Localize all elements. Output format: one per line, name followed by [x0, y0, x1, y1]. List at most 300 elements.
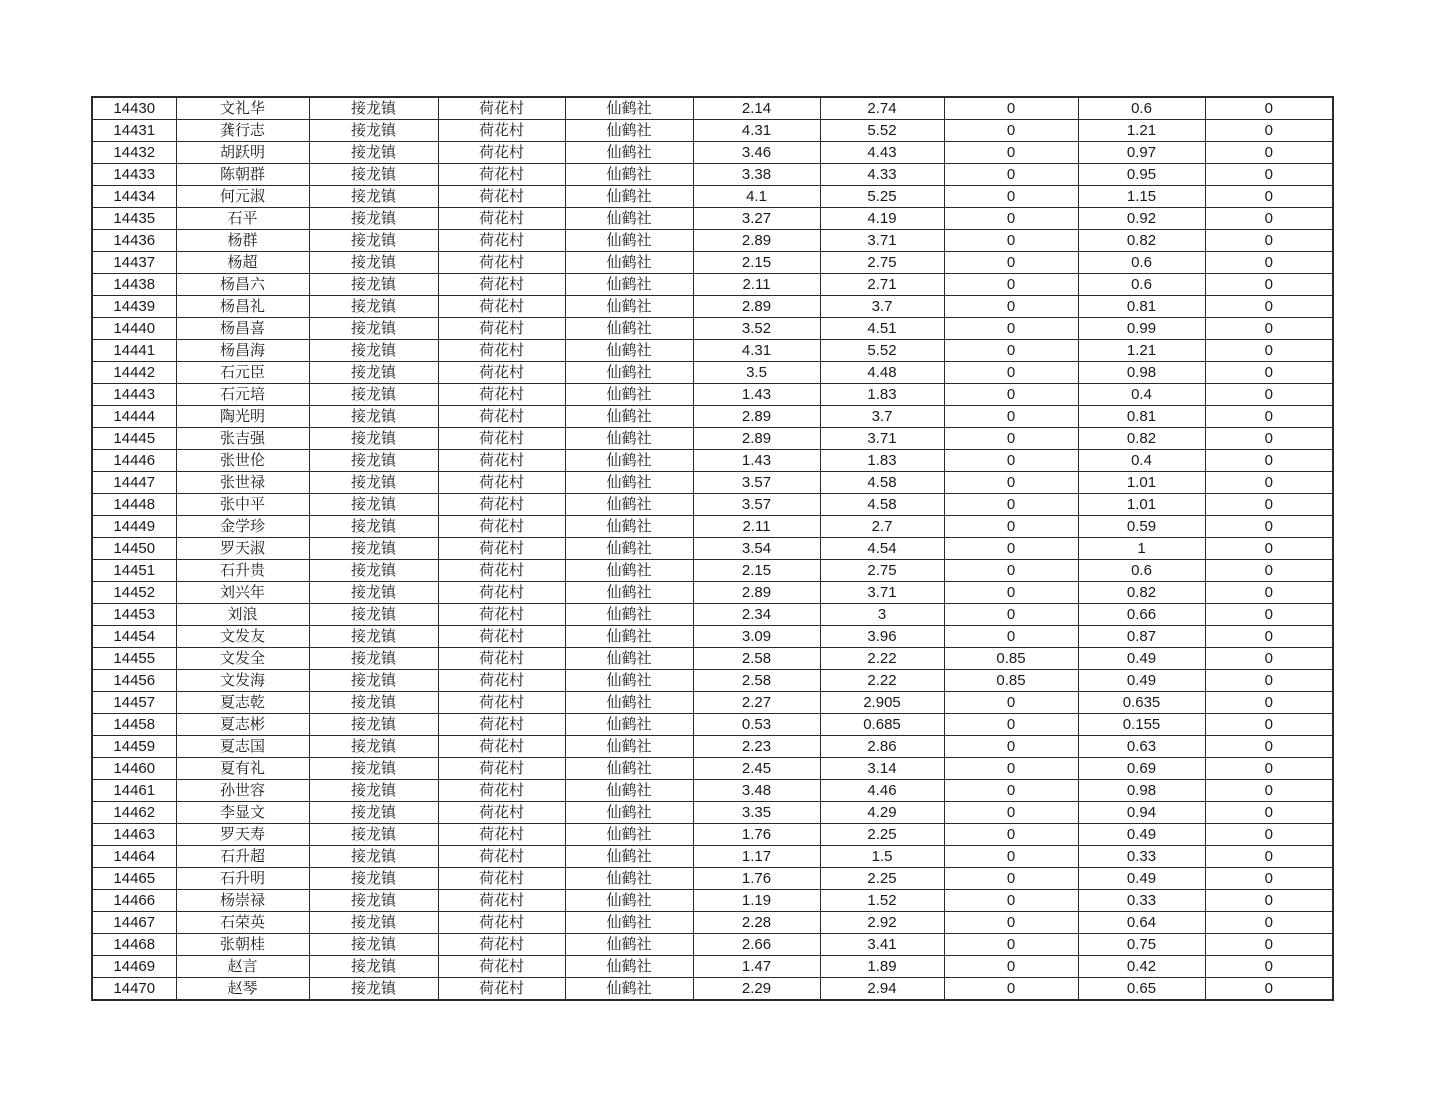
village-cell: 荷花村	[438, 868, 565, 890]
table-row	[92, 428, 1333, 450]
value-cell-3: 0	[944, 736, 1078, 758]
name-cell: 孙世容	[176, 780, 309, 802]
value-cell-5: 0	[1205, 406, 1333, 428]
town-cell: 接龙镇	[309, 714, 438, 736]
table-row	[92, 956, 1333, 978]
value-cell-2: 3.41	[820, 934, 944, 956]
row-id-cell: 14467	[92, 912, 176, 934]
value-cell-5: 0	[1205, 120, 1333, 142]
village-cell: 荷花村	[438, 120, 565, 142]
village-cell: 荷花村	[438, 252, 565, 274]
row-id-cell: 14434	[92, 186, 176, 208]
value-cell-5: 0	[1205, 97, 1333, 120]
value-cell-2: 3.71	[820, 428, 944, 450]
village-cell: 荷花村	[438, 670, 565, 692]
value-cell-5: 0	[1205, 252, 1333, 274]
value-cell-4: 0.97	[1078, 142, 1205, 164]
value-cell-5: 0	[1205, 802, 1333, 824]
value-cell-4: 0.33	[1078, 890, 1205, 912]
value-cell-1: 3.54	[693, 538, 820, 560]
value-cell-1: 1.43	[693, 450, 820, 472]
row-id-cell: 14460	[92, 758, 176, 780]
value-cell-5: 0	[1205, 428, 1333, 450]
value-cell-4: 0.64	[1078, 912, 1205, 934]
value-cell-4: 0.6	[1078, 97, 1205, 120]
town-cell: 接龙镇	[309, 780, 438, 802]
value-cell-3: 0	[944, 626, 1078, 648]
value-cell-2: 4.43	[820, 142, 944, 164]
town-cell: 接龙镇	[309, 340, 438, 362]
table-row	[92, 582, 1333, 604]
village-cell: 荷花村	[438, 450, 565, 472]
society-cell: 仙鹤社	[565, 362, 693, 384]
name-cell: 张朝桂	[176, 934, 309, 956]
table-row	[92, 868, 1333, 890]
value-cell-5: 0	[1205, 208, 1333, 230]
value-cell-5: 0	[1205, 164, 1333, 186]
town-cell: 接龙镇	[309, 846, 438, 868]
society-cell: 仙鹤社	[565, 802, 693, 824]
row-id-cell: 14432	[92, 142, 176, 164]
society-cell: 仙鹤社	[565, 120, 693, 142]
value-cell-2: 3.71	[820, 230, 944, 252]
value-cell-2: 4.51	[820, 318, 944, 340]
value-cell-1: 3.09	[693, 626, 820, 648]
table-row	[92, 978, 1333, 1001]
value-cell-5: 0	[1205, 758, 1333, 780]
name-cell: 文礼华	[176, 97, 309, 120]
table-row	[92, 318, 1333, 340]
row-id-cell: 14438	[92, 274, 176, 296]
value-cell-1: 2.23	[693, 736, 820, 758]
value-cell-4: 0.87	[1078, 626, 1205, 648]
name-cell: 罗天寿	[176, 824, 309, 846]
name-cell: 陶光明	[176, 406, 309, 428]
value-cell-5: 0	[1205, 472, 1333, 494]
value-cell-2: 3.71	[820, 582, 944, 604]
table-row	[92, 758, 1333, 780]
value-cell-5: 0	[1205, 230, 1333, 252]
name-cell: 文发海	[176, 670, 309, 692]
row-id-cell: 14441	[92, 340, 176, 362]
row-id-cell: 14442	[92, 362, 176, 384]
value-cell-3: 0	[944, 406, 1078, 428]
town-cell: 接龙镇	[309, 934, 438, 956]
village-cell: 荷花村	[438, 560, 565, 582]
value-cell-3: 0	[944, 97, 1078, 120]
table-row	[92, 890, 1333, 912]
table-row	[92, 340, 1333, 362]
value-cell-1: 1.43	[693, 384, 820, 406]
value-cell-2: 3	[820, 604, 944, 626]
table-row	[92, 560, 1333, 582]
value-cell-2: 3.7	[820, 296, 944, 318]
value-cell-1: 3.35	[693, 802, 820, 824]
row-id-cell: 14445	[92, 428, 176, 450]
value-cell-1: 0.53	[693, 714, 820, 736]
value-cell-4: 1.21	[1078, 340, 1205, 362]
value-cell-2: 5.52	[820, 340, 944, 362]
society-cell: 仙鹤社	[565, 560, 693, 582]
village-cell: 荷花村	[438, 384, 565, 406]
society-cell: 仙鹤社	[565, 494, 693, 516]
value-cell-4: 0.49	[1078, 824, 1205, 846]
town-cell: 接龙镇	[309, 626, 438, 648]
value-cell-3: 0	[944, 934, 1078, 956]
society-cell: 仙鹤社	[565, 758, 693, 780]
value-cell-3: 0	[944, 296, 1078, 318]
value-cell-4: 0.82	[1078, 428, 1205, 450]
table-row	[92, 186, 1333, 208]
name-cell: 石元培	[176, 384, 309, 406]
row-id-cell: 14461	[92, 780, 176, 802]
name-cell: 何元淑	[176, 186, 309, 208]
table-row	[92, 472, 1333, 494]
value-cell-5: 0	[1205, 912, 1333, 934]
society-cell: 仙鹤社	[565, 516, 693, 538]
value-cell-3: 0	[944, 824, 1078, 846]
row-id-cell: 14448	[92, 494, 176, 516]
village-cell: 荷花村	[438, 890, 565, 912]
value-cell-5: 0	[1205, 384, 1333, 406]
value-cell-1: 2.34	[693, 604, 820, 626]
table-row	[92, 164, 1333, 186]
society-cell: 仙鹤社	[565, 934, 693, 956]
name-cell: 夏志国	[176, 736, 309, 758]
value-cell-4: 1.01	[1078, 494, 1205, 516]
value-cell-5: 0	[1205, 318, 1333, 340]
value-cell-1: 1.76	[693, 868, 820, 890]
value-cell-4: 0.98	[1078, 780, 1205, 802]
society-cell: 仙鹤社	[565, 846, 693, 868]
value-cell-2: 5.25	[820, 186, 944, 208]
table-row	[92, 846, 1333, 868]
value-cell-5: 0	[1205, 516, 1333, 538]
name-cell: 张中平	[176, 494, 309, 516]
town-cell: 接龙镇	[309, 164, 438, 186]
town-cell: 接龙镇	[309, 494, 438, 516]
value-cell-2: 4.29	[820, 802, 944, 824]
value-cell-4: 0.49	[1078, 670, 1205, 692]
value-cell-1: 3.57	[693, 494, 820, 516]
row-id-cell: 14464	[92, 846, 176, 868]
town-cell: 接龙镇	[309, 97, 438, 120]
value-cell-3: 0	[944, 868, 1078, 890]
value-cell-3: 0	[944, 714, 1078, 736]
value-cell-1: 2.15	[693, 252, 820, 274]
value-cell-5: 0	[1205, 780, 1333, 802]
value-cell-2: 2.75	[820, 252, 944, 274]
table-row	[92, 780, 1333, 802]
table-row	[92, 648, 1333, 670]
town-cell: 接龙镇	[309, 648, 438, 670]
village-cell: 荷花村	[438, 978, 565, 1001]
village-cell: 荷花村	[438, 406, 565, 428]
value-cell-2: 1.83	[820, 450, 944, 472]
value-cell-4: 0.6	[1078, 560, 1205, 582]
value-cell-1: 4.31	[693, 120, 820, 142]
town-cell: 接龙镇	[309, 824, 438, 846]
table-row	[92, 934, 1333, 956]
value-cell-5: 0	[1205, 824, 1333, 846]
town-cell: 接龙镇	[309, 912, 438, 934]
name-cell: 张吉强	[176, 428, 309, 450]
town-cell: 接龙镇	[309, 384, 438, 406]
value-cell-5: 0	[1205, 274, 1333, 296]
value-cell-3: 0	[944, 340, 1078, 362]
value-cell-3: 0	[944, 560, 1078, 582]
value-cell-2: 4.19	[820, 208, 944, 230]
table-row	[92, 274, 1333, 296]
village-cell: 荷花村	[438, 956, 565, 978]
value-cell-2: 4.46	[820, 780, 944, 802]
row-id-cell: 14451	[92, 560, 176, 582]
value-cell-2: 1.89	[820, 956, 944, 978]
value-cell-5: 0	[1205, 142, 1333, 164]
value-cell-1: 3.46	[693, 142, 820, 164]
village-cell: 荷花村	[438, 714, 565, 736]
value-cell-3: 0	[944, 912, 1078, 934]
value-cell-1: 3.27	[693, 208, 820, 230]
value-cell-3: 0	[944, 164, 1078, 186]
value-cell-1: 2.89	[693, 296, 820, 318]
value-cell-3: 0	[944, 758, 1078, 780]
data-table	[91, 96, 1334, 1001]
name-cell: 张世伦	[176, 450, 309, 472]
society-cell: 仙鹤社	[565, 868, 693, 890]
village-cell: 荷花村	[438, 208, 565, 230]
value-cell-5: 0	[1205, 934, 1333, 956]
village-cell: 荷花村	[438, 692, 565, 714]
town-cell: 接龙镇	[309, 802, 438, 824]
town-cell: 接龙镇	[309, 538, 438, 560]
society-cell: 仙鹤社	[565, 318, 693, 340]
name-cell: 石升明	[176, 868, 309, 890]
row-id-cell: 14468	[92, 934, 176, 956]
society-cell: 仙鹤社	[565, 406, 693, 428]
town-cell: 接龙镇	[309, 890, 438, 912]
town-cell: 接龙镇	[309, 450, 438, 472]
value-cell-3: 0	[944, 428, 1078, 450]
value-cell-2: 2.71	[820, 274, 944, 296]
row-id-cell: 14449	[92, 516, 176, 538]
value-cell-3: 0	[944, 274, 1078, 296]
value-cell-1: 1.19	[693, 890, 820, 912]
value-cell-2: 2.7	[820, 516, 944, 538]
value-cell-5: 0	[1205, 670, 1333, 692]
town-cell: 接龙镇	[309, 560, 438, 582]
town-cell: 接龙镇	[309, 406, 438, 428]
town-cell: 接龙镇	[309, 208, 438, 230]
value-cell-4: 0.94	[1078, 802, 1205, 824]
row-id-cell: 14433	[92, 164, 176, 186]
town-cell: 接龙镇	[309, 120, 438, 142]
value-cell-4: 0.63	[1078, 736, 1205, 758]
value-cell-5: 0	[1205, 868, 1333, 890]
value-cell-1: 1.47	[693, 956, 820, 978]
value-cell-2: 2.75	[820, 560, 944, 582]
name-cell: 胡跃明	[176, 142, 309, 164]
village-cell: 荷花村	[438, 428, 565, 450]
value-cell-4: 0.33	[1078, 846, 1205, 868]
value-cell-3: 0	[944, 186, 1078, 208]
value-cell-4: 0.95	[1078, 164, 1205, 186]
value-cell-3: 0	[944, 692, 1078, 714]
name-cell: 杨群	[176, 230, 309, 252]
village-cell: 荷花村	[438, 912, 565, 934]
society-cell: 仙鹤社	[565, 714, 693, 736]
value-cell-5: 0	[1205, 560, 1333, 582]
town-cell: 接龙镇	[309, 142, 438, 164]
table-row	[92, 604, 1333, 626]
value-cell-3: 0	[944, 846, 1078, 868]
value-cell-5: 0	[1205, 186, 1333, 208]
name-cell: 杨昌六	[176, 274, 309, 296]
name-cell: 石荣英	[176, 912, 309, 934]
town-cell: 接龙镇	[309, 978, 438, 1001]
value-cell-2: 2.25	[820, 824, 944, 846]
value-cell-4: 1.21	[1078, 120, 1205, 142]
name-cell: 陈朝群	[176, 164, 309, 186]
name-cell: 夏有礼	[176, 758, 309, 780]
name-cell: 石升超	[176, 846, 309, 868]
village-cell: 荷花村	[438, 142, 565, 164]
row-id-cell: 14430	[92, 97, 176, 120]
value-cell-3: 0	[944, 208, 1078, 230]
table-row	[92, 142, 1333, 164]
value-cell-4: 0.99	[1078, 318, 1205, 340]
value-cell-1: 2.58	[693, 648, 820, 670]
table-row	[92, 296, 1333, 318]
name-cell: 文发友	[176, 626, 309, 648]
table-row	[92, 252, 1333, 274]
row-id-cell: 14439	[92, 296, 176, 318]
row-id-cell: 14463	[92, 824, 176, 846]
town-cell: 接龙镇	[309, 230, 438, 252]
society-cell: 仙鹤社	[565, 472, 693, 494]
value-cell-4: 0.75	[1078, 934, 1205, 956]
value-cell-5: 0	[1205, 626, 1333, 648]
row-id-cell: 14465	[92, 868, 176, 890]
value-cell-2: 2.74	[820, 97, 944, 120]
value-cell-2: 4.33	[820, 164, 944, 186]
village-cell: 荷花村	[438, 626, 565, 648]
society-cell: 仙鹤社	[565, 890, 693, 912]
value-cell-5: 0	[1205, 890, 1333, 912]
value-cell-2: 4.58	[820, 494, 944, 516]
town-cell: 接龙镇	[309, 670, 438, 692]
value-cell-3: 0	[944, 450, 1078, 472]
value-cell-2: 4.58	[820, 472, 944, 494]
row-id-cell: 14440	[92, 318, 176, 340]
village-cell: 荷花村	[438, 186, 565, 208]
value-cell-3: 0	[944, 890, 1078, 912]
town-cell: 接龙镇	[309, 582, 438, 604]
value-cell-4: 0.82	[1078, 582, 1205, 604]
town-cell: 接龙镇	[309, 604, 438, 626]
value-cell-3: 0	[944, 956, 1078, 978]
row-id-cell: 14452	[92, 582, 176, 604]
town-cell: 接龙镇	[309, 428, 438, 450]
value-cell-3: 0	[944, 384, 1078, 406]
value-cell-1: 3.52	[693, 318, 820, 340]
name-cell: 文发全	[176, 648, 309, 670]
town-cell: 接龙镇	[309, 252, 438, 274]
society-cell: 仙鹤社	[565, 648, 693, 670]
society-cell: 仙鹤社	[565, 186, 693, 208]
value-cell-3: 0	[944, 978, 1078, 1001]
table-row	[92, 97, 1333, 120]
table-row	[92, 516, 1333, 538]
value-cell-4: 0.82	[1078, 230, 1205, 252]
town-cell: 接龙镇	[309, 692, 438, 714]
row-id-cell: 14437	[92, 252, 176, 274]
value-cell-1: 2.14	[693, 97, 820, 120]
society-cell: 仙鹤社	[565, 736, 693, 758]
table-row	[92, 208, 1333, 230]
village-cell: 荷花村	[438, 318, 565, 340]
value-cell-5: 0	[1205, 538, 1333, 560]
value-cell-2: 1.83	[820, 384, 944, 406]
table-row	[92, 736, 1333, 758]
society-cell: 仙鹤社	[565, 780, 693, 802]
value-cell-4: 0.6	[1078, 274, 1205, 296]
value-cell-3: 0	[944, 780, 1078, 802]
value-cell-4: 0.66	[1078, 604, 1205, 626]
town-cell: 接龙镇	[309, 736, 438, 758]
value-cell-2: 2.22	[820, 648, 944, 670]
village-cell: 荷花村	[438, 780, 565, 802]
table-row	[92, 120, 1333, 142]
value-cell-4: 0.65	[1078, 978, 1205, 1001]
value-cell-1: 1.76	[693, 824, 820, 846]
value-cell-3: 0	[944, 120, 1078, 142]
value-cell-2: 1.52	[820, 890, 944, 912]
town-cell: 接龙镇	[309, 362, 438, 384]
value-cell-5: 0	[1205, 494, 1333, 516]
name-cell: 夏志乾	[176, 692, 309, 714]
town-cell: 接龙镇	[309, 758, 438, 780]
town-cell: 接龙镇	[309, 318, 438, 340]
society-cell: 仙鹤社	[565, 824, 693, 846]
table-row	[92, 450, 1333, 472]
village-cell: 荷花村	[438, 97, 565, 120]
value-cell-5: 0	[1205, 956, 1333, 978]
name-cell: 刘兴年	[176, 582, 309, 604]
name-cell: 石升贵	[176, 560, 309, 582]
value-cell-2: 4.54	[820, 538, 944, 560]
society-cell: 仙鹤社	[565, 538, 693, 560]
value-cell-1: 2.11	[693, 516, 820, 538]
society-cell: 仙鹤社	[565, 142, 693, 164]
name-cell: 龚行志	[176, 120, 309, 142]
town-cell: 接龙镇	[309, 186, 438, 208]
row-id-cell: 14436	[92, 230, 176, 252]
value-cell-3: 0	[944, 538, 1078, 560]
row-id-cell: 14470	[92, 978, 176, 1001]
value-cell-4: 0.49	[1078, 648, 1205, 670]
village-cell: 荷花村	[438, 274, 565, 296]
name-cell: 石平	[176, 208, 309, 230]
value-cell-3: 0	[944, 252, 1078, 274]
village-cell: 荷花村	[438, 296, 565, 318]
village-cell: 荷花村	[438, 538, 565, 560]
value-cell-3: 0	[944, 494, 1078, 516]
value-cell-5: 0	[1205, 714, 1333, 736]
name-cell: 赵言	[176, 956, 309, 978]
value-cell-3: 0.85	[944, 648, 1078, 670]
value-cell-5: 0	[1205, 340, 1333, 362]
